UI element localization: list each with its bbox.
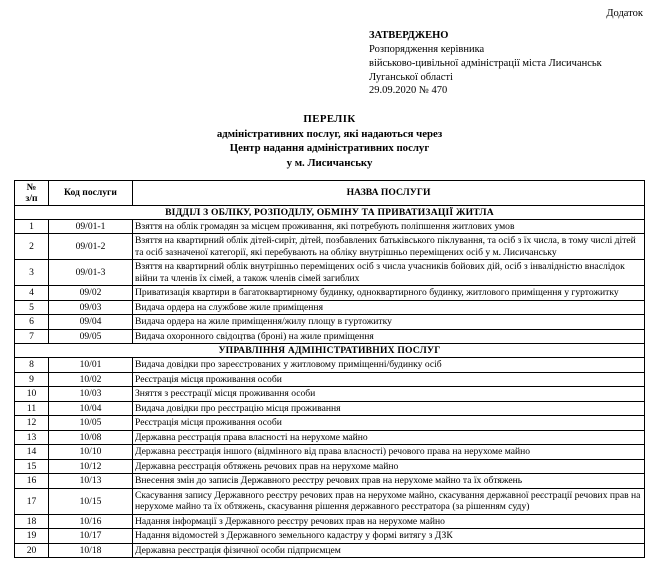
cell-number: 10 [15, 387, 49, 402]
table-header-row [15, 180, 645, 205]
cell-number: 8 [15, 358, 49, 373]
cell-number: 4 [15, 286, 49, 301]
table-row [15, 286, 645, 301]
cell-service-name: Державна реєстрація права власності на нерухоме майно [133, 430, 645, 445]
cell-service-name: Видача ордера на службове жиле приміщення [133, 300, 645, 315]
table-row [15, 300, 645, 315]
cell-service-name: Видача охоронного свідоцтва (броні) на жиле приміщення [133, 329, 645, 344]
cell-service-name: Реєстрація місця проживання особи [133, 416, 645, 431]
cell-service-code: 10/03 [49, 387, 133, 402]
table-row [15, 430, 645, 445]
table-row [15, 234, 645, 260]
column-header-number-line1: № [26, 181, 37, 193]
cell-number: 12 [15, 416, 49, 431]
approval-line-4: 29.09.2020 № 470 [369, 85, 448, 97]
table-row [15, 445, 645, 460]
cell-service-code: 10/12 [49, 459, 133, 474]
cell-service-code: 09/01-1 [49, 219, 133, 234]
column-header-name: НАЗВА ПОСЛУГИ [133, 180, 645, 205]
cell-service-code: 09/01-3 [49, 260, 133, 286]
table-row [15, 488, 645, 514]
cell-service-code: 09/01-2 [49, 234, 133, 260]
table-row [15, 401, 645, 416]
section-header-row [15, 344, 645, 358]
cell-number: 19 [15, 529, 49, 544]
cell-number: 11 [15, 401, 49, 416]
cell-number: 9 [15, 372, 49, 387]
cell-service-name: Надання відомостей з Державного земельного кадастру у формі витягу з ДЗК [133, 529, 645, 544]
table-row [15, 387, 645, 402]
cell-service-code: 09/03 [49, 300, 133, 315]
section-title: ВІДДІЛ З ОБЛІКУ, РОЗПОДІЛУ, ОБМІНУ ТА ПРИВАТИЗАЦІЇ ЖИТЛА [15, 205, 645, 219]
table-row [15, 372, 645, 387]
cell-service-code: 10/05 [49, 416, 133, 431]
section-header-row [15, 205, 645, 219]
cell-service-code: 10/02 [49, 372, 133, 387]
table-row [15, 514, 645, 529]
cell-service-name: Внесення змін до записів Державного реєстру речових прав на нерухоме майно та їх обтяжень [133, 474, 645, 489]
approval-line-1: Розпорядження керівника [369, 43, 485, 55]
cell-service-name: Приватизація квартири в багатоквартирному будинку, одноквартирного будинку, житлового приміщення у гуртожитку [133, 286, 645, 301]
cell-service-name: Державна реєстрація іншого (відмінного від права власності) речового права на нерухоме майно [133, 445, 645, 460]
cell-service-code: 10/08 [49, 430, 133, 445]
table-row [15, 329, 645, 344]
cell-number: 3 [15, 260, 49, 286]
cell-number: 5 [15, 300, 49, 315]
table-row [15, 260, 645, 286]
cell-service-code: 10/15 [49, 488, 133, 514]
table-row [15, 358, 645, 373]
cell-service-name: Видача довідки про реєстрацію місця проживання [133, 401, 645, 416]
cell-service-name: Надання інформації з Державного реєстру речових прав на нерухоме майно [133, 514, 645, 529]
cell-number: 1 [15, 219, 49, 234]
table-row [15, 219, 645, 234]
cell-number: 14 [15, 445, 49, 460]
cell-number: 18 [15, 514, 49, 529]
cell-service-name: Державна реєстрація обтяжень речових прав на нерухоме майно [133, 459, 645, 474]
cell-service-code: 10/18 [49, 543, 133, 558]
cell-service-code: 09/05 [49, 329, 133, 344]
title-line-4: у м. Лисичанську [286, 156, 373, 169]
section-title: УПРАВЛІННЯ АДМІНІСТРАТИВНИХ ПОСЛУГ [15, 344, 645, 358]
table-row [15, 416, 645, 431]
appendix-label: Додаток [606, 8, 643, 19]
cell-service-name: Видача довідки про зареєстрованих у житловому приміщенні/будинку осіб [133, 358, 645, 373]
cell-service-code: 09/02 [49, 286, 133, 301]
table-row [15, 459, 645, 474]
cell-service-code: 09/04 [49, 315, 133, 330]
page-title [14, 112, 645, 170]
title-line-2: адміністративних послуг, які надаються через [216, 127, 443, 140]
cell-service-name: Взяття на облік громадян за місцем проживання, які потребують поліпшення житлових умов [133, 219, 645, 234]
services-table [14, 180, 645, 559]
cell-service-name: Видача ордера на жиле приміщення/жилу площу в гуртожитку [133, 315, 645, 330]
title-line-3: Центр надання адміністративних послуг [229, 142, 430, 155]
cell-number: 20 [15, 543, 49, 558]
cell-service-code: 10/01 [49, 358, 133, 373]
cell-service-code: 10/04 [49, 401, 133, 416]
cell-number: 2 [15, 234, 49, 260]
cell-service-name: Державна реєстрація фізичної особи підприємцем [133, 543, 645, 558]
cell-service-code: 10/17 [49, 529, 133, 544]
cell-number: 16 [15, 474, 49, 489]
cell-service-name: Скасування запису Державного реєстру речових прав на нерухоме майно, скасування державної реєстрації речових прав на нерухоме майно та їх обтяжень, скасування рішення державного реєстратора (за рішенням суду) [133, 488, 645, 514]
cell-service-name: Взяття на квартирний облік дітей-сиріт, дітей, позбавлених батьківського піклування, та осіб з їх числа, в тому числі дітей та осіб зазначеної категорії, які перебувають на обліку внутрішньо переміщених осіб у м. Лисичанську [133, 234, 645, 260]
table-row [15, 529, 645, 544]
approval-line-2: військово-цивільної адміністрації міста Лисичанськ [369, 57, 602, 69]
cell-service-code: 10/10 [49, 445, 133, 460]
cell-service-code: 10/16 [49, 514, 133, 529]
cell-number: 15 [15, 459, 49, 474]
table-row [15, 474, 645, 489]
column-header-number [15, 180, 49, 205]
cell-service-code: 10/13 [49, 474, 133, 489]
column-header-code: Код послуги [49, 180, 133, 205]
approval-title: ЗАТВЕРДЖЕНО [369, 30, 449, 41]
cell-number: 7 [15, 329, 49, 344]
cell-number: 17 [15, 488, 49, 514]
cell-number: 13 [15, 430, 49, 445]
cell-service-name: Зняття з реєстрації місця проживання особи [133, 387, 645, 402]
column-header-number-line2: з/п [25, 192, 38, 204]
cell-service-name: Реєстрація місця проживання особи [133, 372, 645, 387]
approval-line-3: Луганської області [369, 71, 453, 83]
cell-service-name: Взяття на квартирний облік внутрішньо переміщених осіб з числа учасників бойових дій, осіб з інвалідністю внаслідок війни та членів їх сімей, а також членів сімей загиблих [133, 260, 645, 286]
approval-block [369, 29, 645, 98]
cell-number: 6 [15, 315, 49, 330]
title-line-1: ПЕРЕЛІК [303, 113, 356, 126]
table-row [15, 315, 645, 330]
table-row [15, 543, 645, 558]
